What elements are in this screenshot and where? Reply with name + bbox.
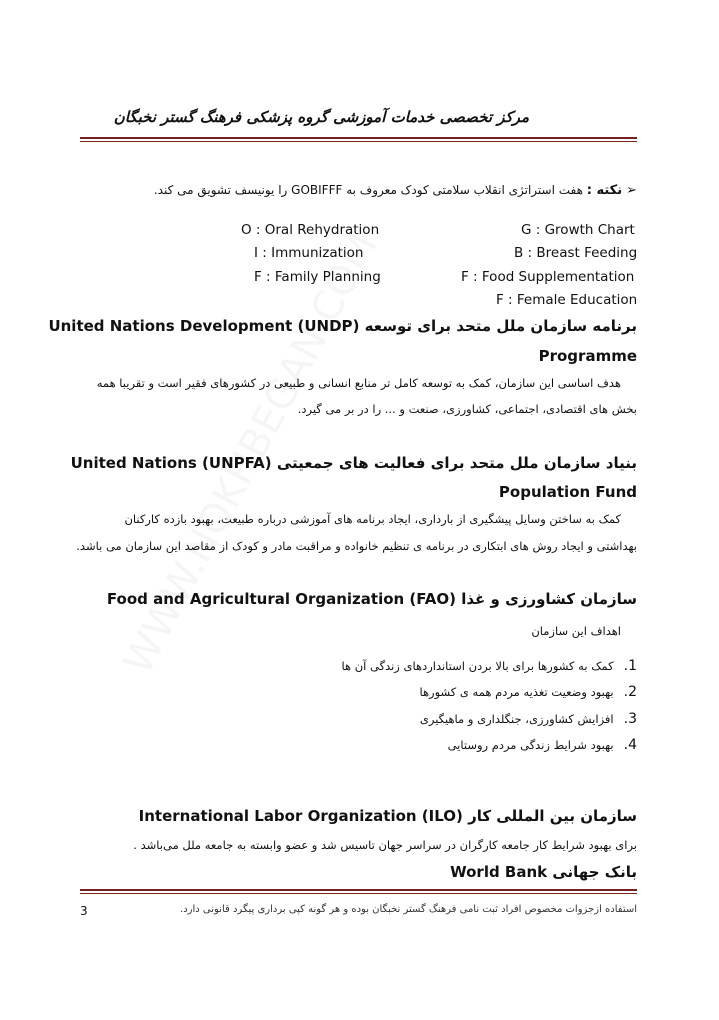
list-item xyxy=(419,684,637,700)
arrow-bullet-icon: ➢ xyxy=(626,183,637,198)
list-text: کمک به کشورها برای بالا بردن استانداردهای زندگی آن ها xyxy=(341,659,614,673)
unpfa-body: کمک به ساختن وسایل پیشگیری از بارداری، ایجاد برنامه های آموزشی درباره طبیعت، بهبود بازده کارکنان xyxy=(124,512,621,526)
undp-heading: برنامه سازمان ملل متحد برای توسعه (UNDP) United Nations Development xyxy=(48,317,637,335)
page-number: 3 xyxy=(80,904,88,918)
strategy-item: F : Female Education xyxy=(496,292,638,308)
unpfa-body: بهداشتی و ایجاد روش های ابتکاری در برنامه ی تنظیم خانواده و مراقبت مادر و کودک از مقاصد این سازمان می باشد. xyxy=(76,539,637,553)
strategy-item: I : Immunization xyxy=(254,245,364,261)
list-number: 4. xyxy=(623,737,637,753)
note-label: نکته : xyxy=(586,183,623,198)
list-item xyxy=(448,737,637,753)
worldbank-heading: بانک جهانی World Bank xyxy=(450,863,637,881)
strategy-item: F : Family Planning xyxy=(254,269,381,285)
undp-body: هدف اساسی این سازمان، کمک به توسعه کامل تر منابع انسانی و طبیعی در کشورهای فقیر است و تقریبا همه xyxy=(96,376,621,390)
header-divider-thin xyxy=(80,141,637,142)
strategy-item: O : Oral Rehydration xyxy=(241,222,380,238)
footer-divider xyxy=(80,889,637,891)
list-text: بهبود وضعیت تغذیه مردم همه ی کشورها xyxy=(419,685,614,699)
strategy-item: F : Food Supplementation xyxy=(461,269,635,285)
ilo-body: برای بهبود شرایط کار جامعه کارگران در سراسر جهان تاسیس شد و عضو وابسته به جامعه ملل می‌باشد . xyxy=(133,838,637,852)
strategy-item: G : Growth Chart xyxy=(521,222,635,238)
strategy-item: B : Breast Feeding xyxy=(514,245,638,261)
unpfa-heading: بنیاد سازمان ملل متحد برای فعالیت های جمعیتی (UNPFA) United Nations xyxy=(70,454,637,472)
list-item xyxy=(420,711,637,727)
list-number: 2. xyxy=(623,684,637,700)
header-title: مرکز تخصصی خدمات آموزشی گروه پزشکی فرهنگ گستر نخبگان xyxy=(113,108,529,126)
header-divider xyxy=(80,137,637,139)
footer-divider-thin xyxy=(80,893,637,894)
undp-heading-cont: Programme xyxy=(538,347,637,365)
fao-heading: سازمان کشاورزی و غذا (FAO) Food and Agricultural Organization xyxy=(106,590,637,608)
note-line xyxy=(154,183,637,198)
unpfa-heading-cont: Population Fund xyxy=(498,483,637,501)
list-number: 3. xyxy=(623,711,637,727)
ilo-heading: سازمان بین المللی کار (ILO) International Labor Organization xyxy=(138,807,637,825)
list-number: 1. xyxy=(623,658,637,674)
footer-text: استفاده ازجزوات مخصوص افراد ثبت نامی فرهنگ گستر نخبگان بوده و هر گونه کپی برداری پیگرد قانونی دارد. xyxy=(180,904,637,915)
undp-body: بخش های اقتصادی، اجتماعی، کشاورزی، صنعت و ... را در بر می گیرد. xyxy=(297,402,637,416)
list-text: بهبود شرایط زندگی مردم روستایی xyxy=(447,738,614,752)
note-text: هفت استراتژی انقلاب سلامتی کودک معروف به GOBIFFF را یونیسف تشویق می کند. xyxy=(153,183,583,197)
list-item xyxy=(341,658,637,674)
list-text: افزایش کشاورزی، جنگلداری و ماهیگیری xyxy=(419,712,614,726)
fao-intro: اهداف این سازمان xyxy=(531,624,621,638)
